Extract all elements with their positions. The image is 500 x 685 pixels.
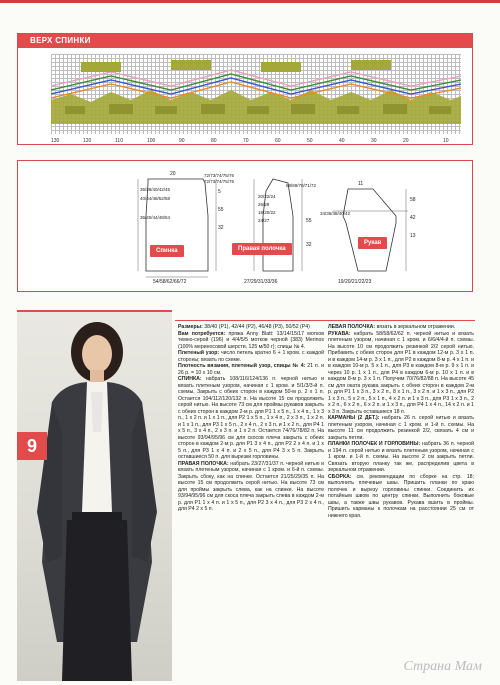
- sizes-text: 38/40 (Р1), 42/44 (Р2), 46/48 (Р3), 50/52 (Р4): [204, 324, 310, 330]
- top-rule: [0, 0, 500, 3]
- sleeve-left-dim: 34/36/38/40/42: [320, 211, 351, 216]
- garment-schematics-panel: [17, 160, 473, 292]
- front-bottom-dim: 27/29/31/33/36: [244, 279, 278, 285]
- chart-x-label: 80: [211, 138, 217, 144]
- chart-x-numbers: [51, 138, 461, 148]
- sleeve-height: 58: [410, 197, 416, 203]
- sleeves-text: набрать 58/58/62/62 п. черной нитью и вязать плетеным узором, начиная с 1 кром. и 6/6/4/4-й п. схемы. На высоте 10 см продолжить резинкой 2/2 серой нитью. Прибавить с обеих сторон для Р1 в каждом 12-м р. 3 х 1 п. и в каждом 14-м р. 3 х 1 п., для Р2 в каждом 8-м р. 4 х 1 п. и в каждом 10-м р. 5 х 1 п., для Р3 в каждом 8-м р. 9 х 1 п. и через 10 р. 1 х 1 п., для Р4 в каждом 6-м р. 10 х 1 п. и в каждом 8-м р. 3 х 1 п. Получим 70/76/82/88 п. На высоте 45 см для оката рукава закрыть с обеих сторон в каждом 2-м р. для Р1 1 х 3 п., 3 х 2 п., 8 х 1 п., 3 х 2 п. и 1 х 3 п., для Р2 1 х 3 п., 5 х 2 п., 5 х 1 п., 4 х 2 п. и 1 х 3 п., для Р3 1 х 3 п., 2 х 2 п., 6 х 2 п., 6 х 2 п. и 1 х 3 п., для Р4 1 х 4 п., 14 х 2 п. и 1 х 3 п. Закрыть оставшиеся 18 п.: [328, 330, 474, 415]
- back-paragraph: [178, 376, 324, 461]
- front-inner-dim: 18/20/22: [258, 210, 276, 215]
- back-top-dim: 20: [170, 171, 176, 177]
- back-dim: 36/38/40/42/45: [139, 187, 170, 192]
- front-height: 55: [306, 218, 312, 224]
- pattern-text: число петель кратно 6 + 1 кром. с каждой стороны; вязать по схеме.: [178, 350, 324, 363]
- back-height: 5: [218, 189, 221, 195]
- assembly-paragraph: [328, 474, 474, 520]
- chart-motif: [51, 54, 461, 134]
- pattern-label: Плетеный узор:: [178, 350, 220, 356]
- chart-title: ВЕРХ СПИНКИ: [30, 36, 91, 45]
- bands-label: ПЛАНКИ ПОЛОЧЕК И ГОРЛОВИНЫ:: [328, 441, 421, 447]
- materials-text: пряжа Anny Blatt: 13/14/15/17 мотков темно-серой (196) и 4/4/5/5 мотков черной (383) Merinos (100% мериносовой шерсти, 125 м/50 г); спицы № 4.: [178, 330, 324, 350]
- right-front-paragraph: [178, 461, 324, 513]
- sleeve-outline: [343, 189, 396, 271]
- left-front-text: вязать в зеркальном отражении.: [376, 324, 456, 330]
- pockets-label: КАРМАНЫ (2 ДЕТ.):: [328, 415, 380, 421]
- sleeve-label: Рукав: [358, 237, 387, 249]
- chart-x-label: 110: [115, 138, 123, 144]
- back-label: Спинка: [150, 245, 184, 257]
- density-label: Плотность вязания, плетеный узор, спицы № 4:: [178, 363, 306, 369]
- chart-x-label: 130: [51, 138, 60, 144]
- front-top-dim: 72/73/74/75/76: [204, 173, 235, 178]
- back-height: 32: [218, 225, 224, 231]
- chart-x-label: 100: [147, 138, 156, 144]
- front-inner-dim: 20/22/24: [258, 194, 276, 199]
- front-inner-dims: [258, 193, 276, 225]
- pockets-paragraph: [328, 415, 474, 441]
- site-watermark: Страна Мам: [403, 659, 482, 674]
- materials-label: Вам потребуется:: [178, 330, 226, 337]
- sleeve-height: 42: [410, 215, 416, 221]
- pattern-paragraph: [178, 350, 324, 363]
- materials-paragraph: [178, 331, 324, 351]
- back-dim: 40/44/48/52/58: [139, 196, 170, 201]
- back-dims: [130, 185, 170, 222]
- density-paragraph: [178, 363, 324, 376]
- front-height: 32: [306, 242, 312, 248]
- back-height: 55: [218, 207, 224, 213]
- sleeve-heights: [410, 191, 416, 245]
- chart-x-label: 10: [443, 138, 449, 144]
- right-front-text: набрать 23/27/31/37 п. черной нитью и вязать плетеным узором, начиная с 1 кром. и 6-й п. схемы. Закрыть сбоку, как на спинке. Остается 21/25/29/35 п. На высоте 15 см продолжить серой нитью. На высоте 73 см для проймы закрыть слева, как на спинке. На высоте 93/94/95/96 см для скоса плеча закрыть слева в каждом 2-м р. для Р1 1 х 4 п. и 1 х 5 п., для Р2 3 х 4 п., для Р3 2 х 4 п., для Р4 2 х 5 п.: [178, 460, 324, 512]
- sleeves-label: РУКАВА:: [328, 330, 351, 337]
- chart-x-label: 70: [243, 138, 249, 144]
- model-figure: [17, 312, 172, 681]
- back-section-label: СПИНКА:: [178, 376, 202, 382]
- front-inner-dim: 24/27: [258, 218, 270, 223]
- chart-x-label: 20: [403, 138, 409, 144]
- front-top-dims: [204, 173, 234, 185]
- chart-header: [18, 34, 472, 48]
- sleeves-paragraph: [328, 331, 474, 416]
- model-photo: [17, 310, 172, 681]
- chart-x-label: 60: [275, 138, 281, 144]
- sleeve-top-dim: 11: [358, 181, 364, 187]
- header-rule: [175, 320, 475, 321]
- back-heights: [218, 183, 224, 237]
- front-top-dim: 72/73/74/75/75: [204, 179, 235, 184]
- front-right-dim: 68/69/70/71/72: [286, 183, 317, 188]
- back-bottom-dim: 54/58/62/66/72: [153, 279, 187, 285]
- left-front-label: ЛЕВАЯ ПОЛОЧКА:: [328, 324, 376, 330]
- chart-x-label: 120: [83, 138, 92, 144]
- chart-x-label: 50: [307, 138, 313, 144]
- bands-paragraph: [328, 441, 474, 474]
- back-dim: 36/40/44/48/54: [139, 215, 170, 220]
- instructions-column-2: [328, 324, 474, 519]
- front-label: Правая полочка: [232, 243, 292, 255]
- chart-x-label: 90: [179, 138, 185, 144]
- knitting-chart-grid: [51, 54, 461, 134]
- front-inner-dim: 26/29: [258, 202, 270, 207]
- sleeve-bottom-dim: 19/20/21/22/23: [338, 279, 372, 285]
- right-front-label: ПРАВАЯ ПОЛОЧКА:: [178, 460, 229, 467]
- pattern-number-badge: 9: [17, 432, 47, 460]
- instructions-column-1: [178, 324, 324, 513]
- front-heights: [306, 209, 312, 257]
- assembly-text: см. рекомендации по сборке на стр. 18; выполнить плечевые швы. Пришить планки по краю полочек и вырезу горловины спинки. Соединить их потайным швом по центру спинки. Выполнить боковые швы, а также швы рукавов. Рукава вшить в проймы. Пришить карманы к полочкам на расстоянии 25 см от нижнего края.: [328, 473, 474, 519]
- sizes-label: Размеры:: [178, 324, 203, 330]
- assembly-label: СБОРКА:: [328, 473, 352, 480]
- schematic-drawings: [18, 161, 472, 291]
- bands-text: набрать 36 п. черной и 194 п. серой нитью и вязать плетеным узором, начиная с 1 кром. и 1-й п. схемы. На высоте 2 см закрыть петли. Связать вторую планку так же, распределив цвета в зеркальном отражении.: [328, 441, 474, 473]
- chart-x-label: 40: [339, 138, 345, 144]
- density-text: 21 п. и 26 р. = 10 х 10 см.: [178, 363, 324, 376]
- knitting-chart-panel: [17, 33, 473, 145]
- pockets-text: набрать 26 п. серой нитью и вязать плетеным узором, начиная с 1 кром. и 1-й п. схемы. На высоте 11 см продолжить резинкой 2/2, связать 4 см и закрыть петли.: [328, 415, 475, 441]
- chart-x-label: 30: [371, 138, 377, 144]
- back-text: набрать 108/116/124/136 п. черной нитью и вязать плетеным узором, начиная с 1 кром. и 5/1/3/3-й п. схемы. Закрыть с обеих сторон в каждом 50-м р. 2 х 1 п. Остается 104/112/120/132 п. На высоте 15 см продолжить серой нитью. На высоте 73 см для проймы рукавов закрыть с обеих сторон в каждом 2-м р. для Р1 1 х 5 п., 1 х 4 п., 1 х 3 п., 1 х 2 п. и 1 х 1 п., для Р2 1 х 5 п., 1 х 4 п., 2 х 3 п., 1 х 2 п. и 1 х 1 п., для Р3 1 х 5 п., 2 х 4 п., 2 х 3 п. и 1 х 2 п., для Р4 1 х 5 п., 3 х 4 п., 2 х 3 п. и 1 х 2 п. Остается 74/76/78/82 п. На высоте 93/94/95/96 см для скосов плеча закрыть с обеих сторон в каждом 2-м р. для Р1 3 х 4 п., для Р2 2 х 4 п. и 1 х 5 п., для Р3 1 х 4 п. и 2 х 5 п., для Р4 3 х 5 п. Закрыть оставшиеся 50 п. для вырезки горловины.: [178, 376, 324, 460]
- sleeve-height: 13: [410, 233, 416, 239]
